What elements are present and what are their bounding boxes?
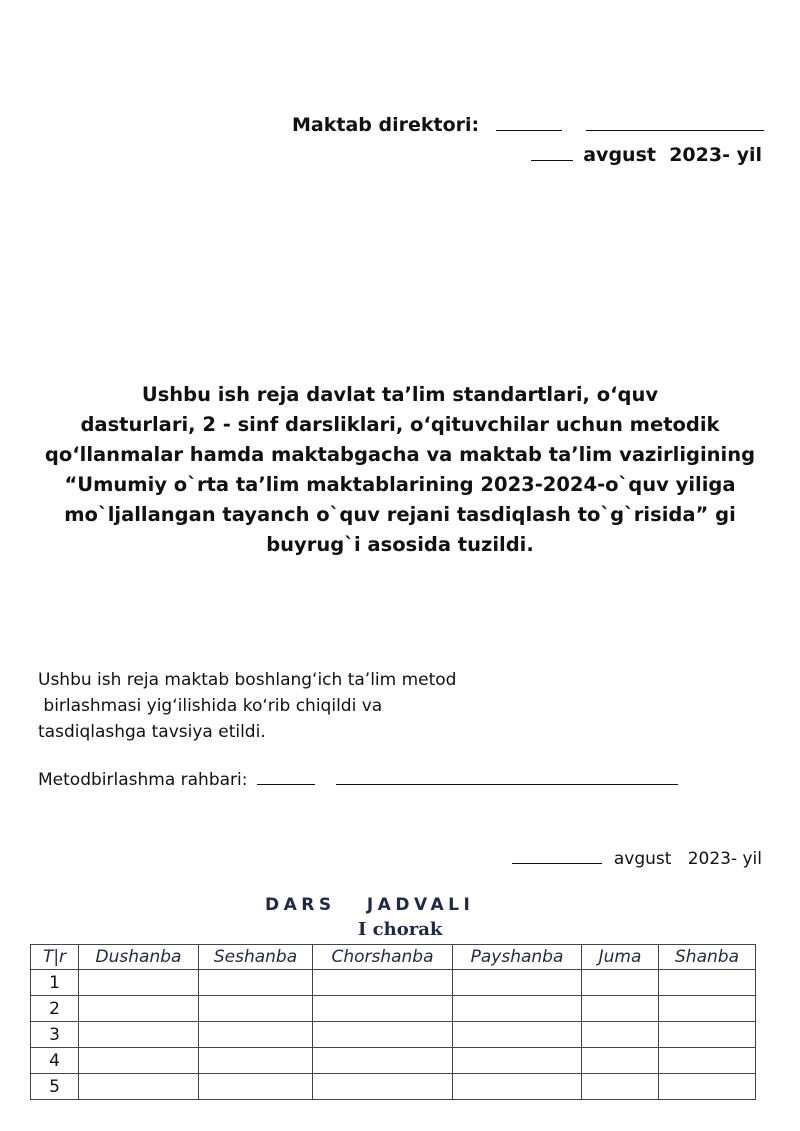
column-header-tuesday: Seshanba: [199, 945, 313, 970]
table-row: [31, 1074, 756, 1100]
schedule-cell: [659, 1022, 756, 1048]
schedule-cell: [582, 970, 659, 996]
column-header-monday: Dushanba: [79, 945, 199, 970]
methodist-line: [38, 768, 678, 790]
schedule-cell: [79, 1048, 199, 1074]
schedule-cell: [79, 996, 199, 1022]
schedule-cell: [313, 996, 453, 1022]
table-row: [31, 1022, 756, 1048]
schedule-cell: [453, 1074, 582, 1100]
meeting-note: [38, 667, 456, 745]
table-row: [31, 970, 756, 996]
table-row: [31, 1048, 756, 1074]
schedule-cell: [313, 1048, 453, 1074]
purpose-line: buyrug`i asosida tuzildi.: [266, 533, 534, 556]
schedule-cell: [199, 996, 313, 1022]
approval-date-year: 2023- yil: [669, 144, 762, 166]
purpose-line: “Umumiy o`rta ta’lim maktablarining 2023-2024-o`quv yiliga: [64, 473, 736, 496]
table-row: [31, 996, 756, 1022]
methodist-date-month: avgust: [613, 849, 672, 869]
column-header-wednesday: Chorshanba: [313, 945, 453, 970]
methodist-date-line: [512, 847, 762, 869]
row-number: 2: [31, 996, 79, 1022]
schedule-cell: [79, 970, 199, 996]
director-signature-blank: [496, 114, 562, 131]
schedule-cell: [659, 996, 756, 1022]
schedule-cell: [453, 996, 582, 1022]
schedule-cell: [79, 1074, 199, 1100]
purpose-statement: [40, 380, 760, 560]
methodist-label: Metodbirlashma rahbari:: [38, 770, 248, 790]
row-number: 4: [31, 1048, 79, 1074]
methodist-day-blank: [512, 847, 602, 864]
schedule-cell: [582, 996, 659, 1022]
schedule-cell: [199, 1074, 313, 1100]
schedule-cell: [582, 1048, 659, 1074]
schedule-cell: [313, 970, 453, 996]
purpose-line: qo‘llanmalar hamda maktabgacha va maktab ta’lim vazirligining: [44, 443, 756, 466]
meeting-line: birlashmasi yig‘ilishida ko‘rib chiqildi va: [38, 696, 383, 716]
row-number: 1: [31, 970, 79, 996]
schedule-table: [30, 944, 756, 1100]
schedule-cell: [659, 1048, 756, 1074]
schedule-cell: [313, 1074, 453, 1100]
row-number: 3: [31, 1022, 79, 1048]
purpose-line: mo`ljallangan tayanch o`quv rejani tasdiqlash to`g`risida” gi: [64, 503, 736, 526]
row-number: 5: [31, 1074, 79, 1100]
director-approval-line: [292, 114, 764, 136]
schedule-cell: [453, 970, 582, 996]
schedule-cell: [199, 970, 313, 996]
schedule-title: DARS JADVALI: [265, 895, 475, 915]
schedule-cell: [659, 970, 756, 996]
approval-date-month: avgust: [583, 144, 656, 166]
director-name-blank: [586, 114, 764, 131]
director-label: Maktab direktori:: [292, 114, 480, 136]
schedule-cell: [313, 1022, 453, 1048]
approval-date-line: [531, 144, 762, 166]
methodist-signature-blank: [257, 768, 315, 785]
purpose-line: Ushbu ish reja davlat ta’lim standartlari, o‘quv: [141, 383, 659, 406]
column-header-thursday: Payshanba: [453, 945, 582, 970]
schedule-cell: [659, 1074, 756, 1100]
meeting-line: tasdiqlashga tavsiya etildi.: [38, 722, 266, 742]
schedule-header-row: [31, 945, 756, 970]
approval-day-blank: [531, 144, 573, 161]
schedule-cell: [582, 1074, 659, 1100]
schedule-cell: [582, 1022, 659, 1048]
schedule-cell: [79, 1022, 199, 1048]
column-header-number: T|r: [31, 945, 79, 970]
column-header-friday: Juma: [582, 945, 659, 970]
purpose-line: dasturlari, 2 - sinf darsliklari, o‘qituvchilar uchun metodik: [80, 413, 720, 436]
methodist-date-year: 2023- yil: [687, 849, 762, 869]
column-header-saturday: Shanba: [659, 945, 756, 970]
schedule-cell: [199, 1022, 313, 1048]
schedule-quarter: I chorak: [358, 919, 443, 940]
methodist-name-blank: [336, 768, 678, 785]
meeting-line: Ushbu ish reja maktab boshlang‘ich ta’lim metod: [38, 670, 457, 690]
schedule-cell: [453, 1048, 582, 1074]
schedule-cell: [453, 1022, 582, 1048]
schedule-cell: [199, 1048, 313, 1074]
